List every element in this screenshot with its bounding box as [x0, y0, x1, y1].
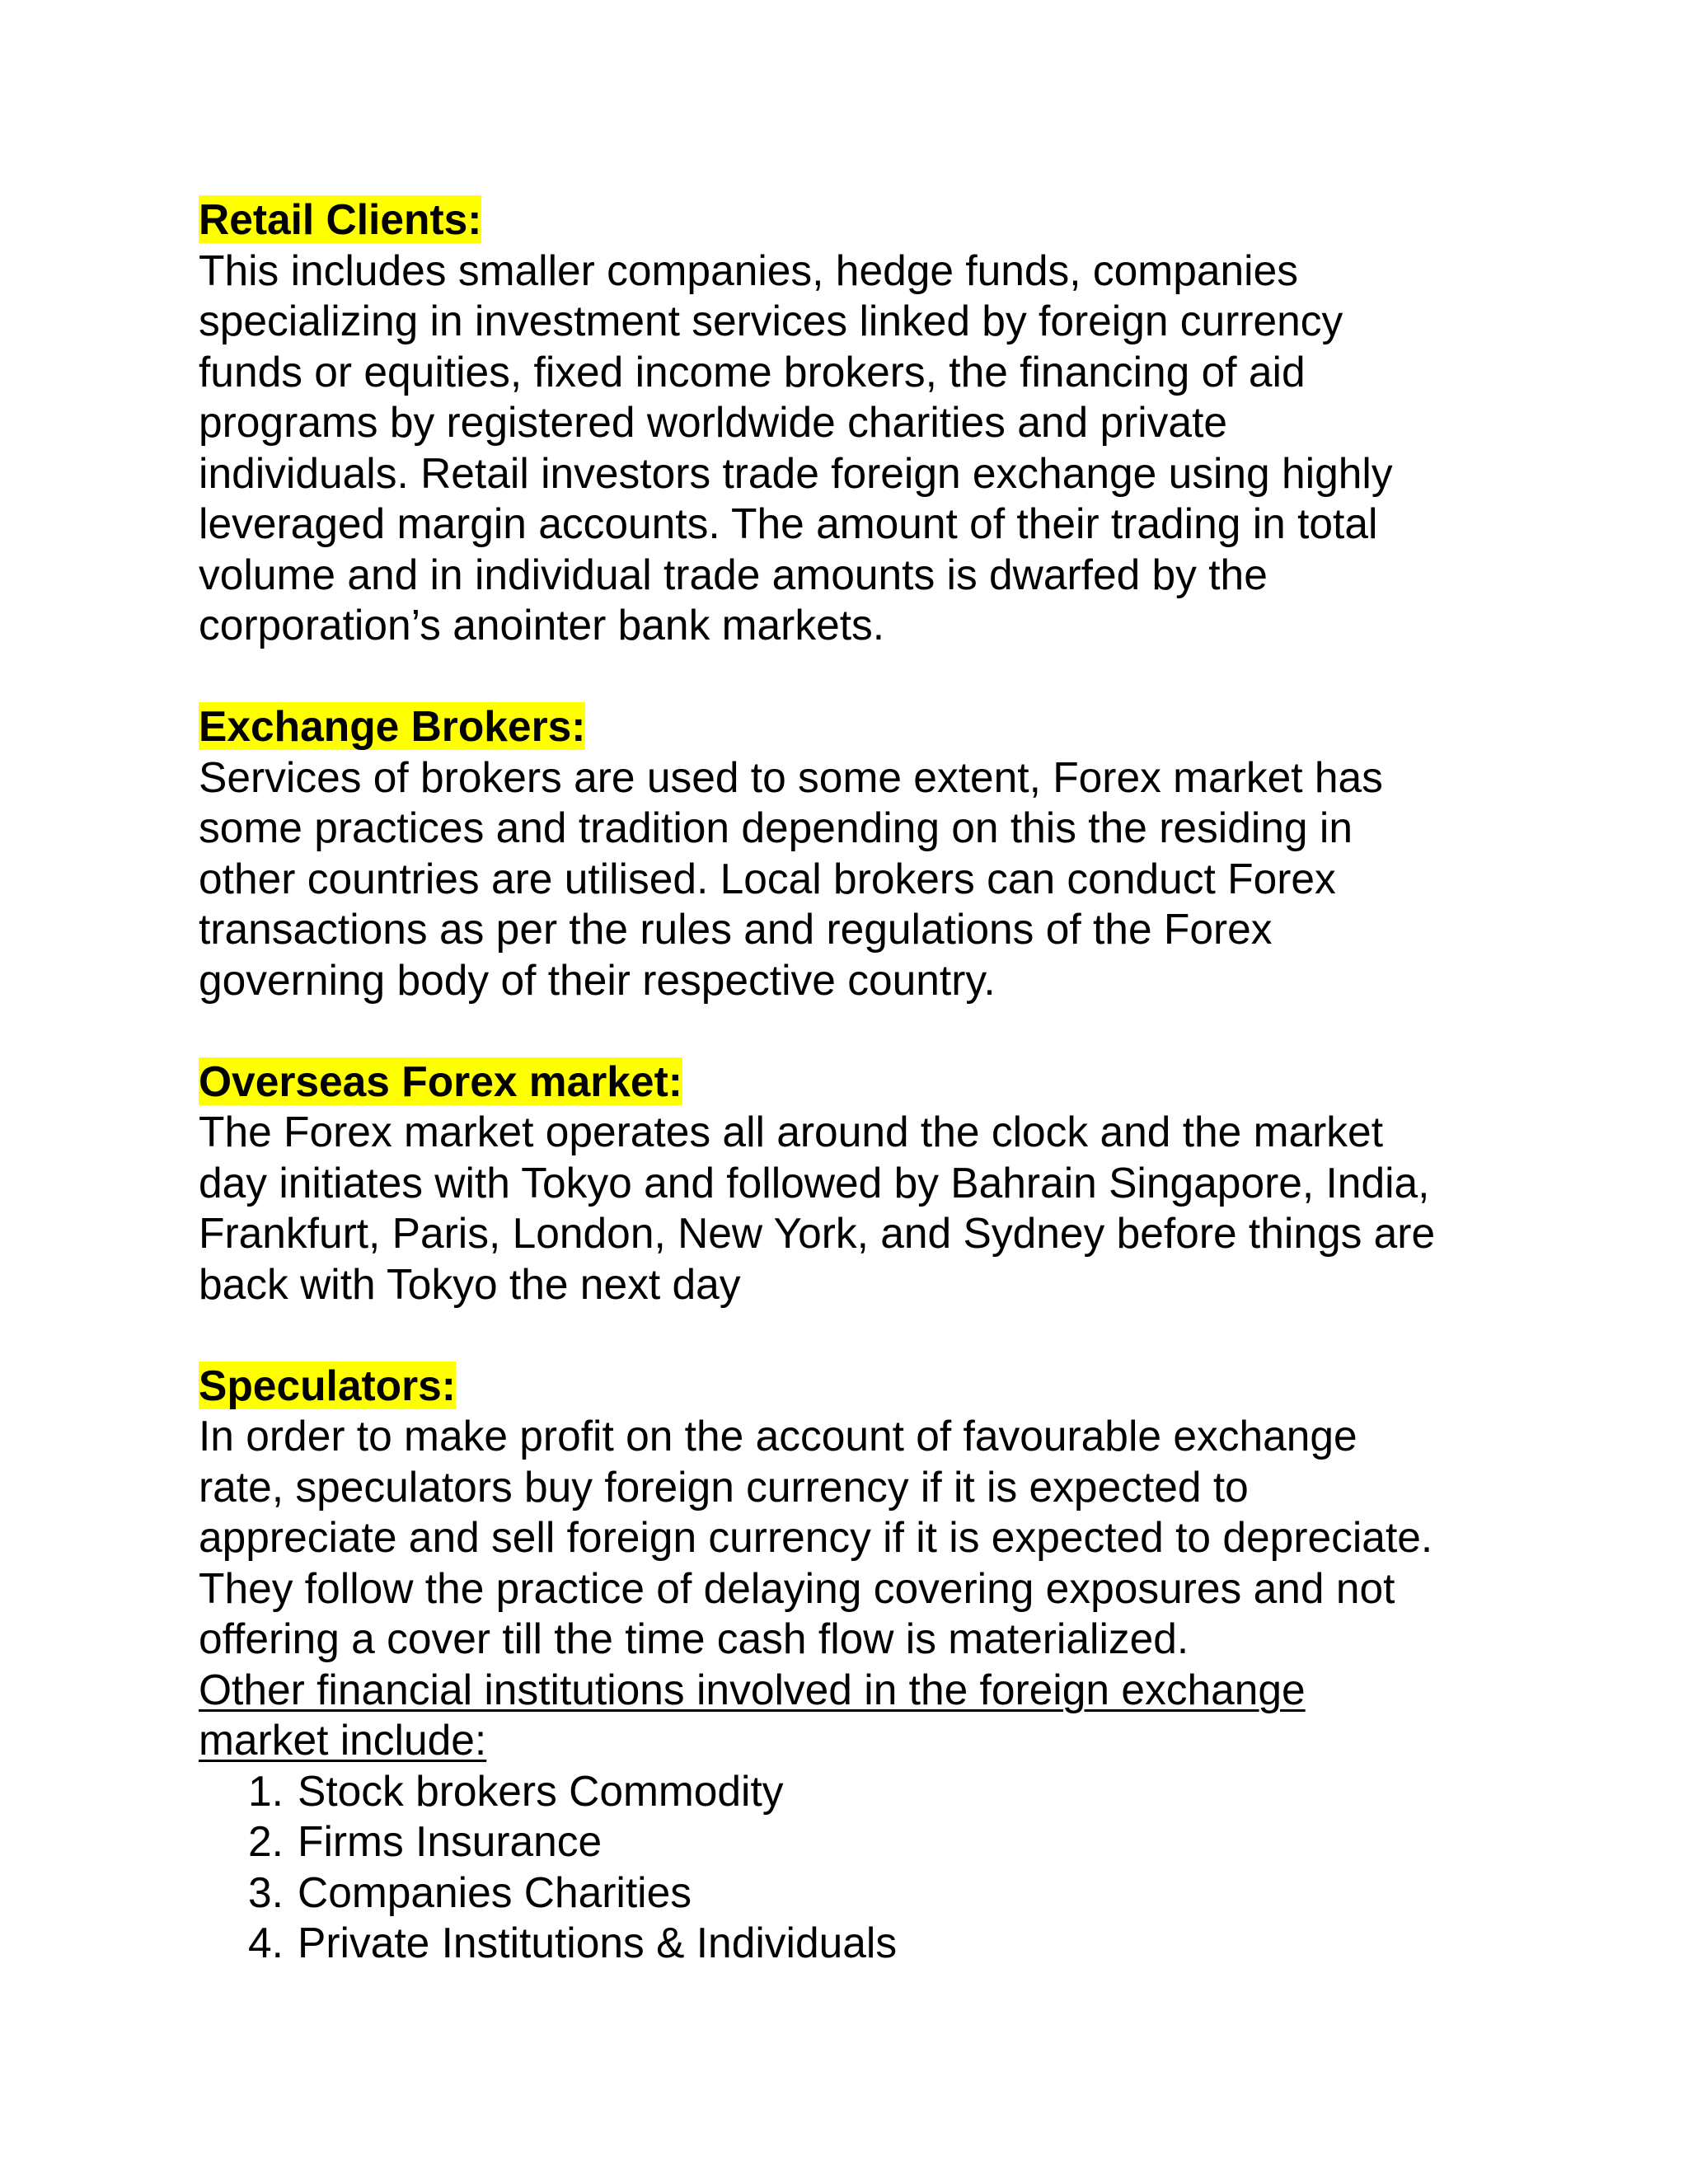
list-number: 1. [248, 1766, 284, 1815]
text-line: other countries are utilised. Local brokers can conduct Forex [199, 854, 1336, 902]
document-page [199, 194, 1517, 1969]
list-number: 3. [248, 1868, 284, 1916]
section-title: Retail Clients: [199, 195, 482, 243]
paragraph-gap [199, 1005, 1517, 1057]
text-line: Services of brokers are used to some extent, Forex market has [199, 752, 1383, 801]
section-body [199, 752, 1517, 1006]
text-line: rate, speculators buy foreign currency if it is expected to [199, 1462, 1249, 1511]
section-speculators [199, 1361, 1517, 1665]
paragraph-gap [199, 651, 1517, 702]
text-line: appreciate and sell foreign currency if it is expected to depreciate. [199, 1513, 1433, 1561]
text-line: day initiates with Tokyo and followed by Bahrain Singapore, India, [199, 1158, 1430, 1207]
text-line: volume and in individual trade amounts is dwarfed by the [199, 550, 1268, 598]
list-item-text: Firms Insurance [298, 1817, 603, 1865]
text-line: transactions as per the rules and regulations of the Forex [199, 905, 1273, 953]
section-other-institutions [199, 1665, 1517, 1969]
text-line: In order to make profit on the account of favourable exchange [199, 1412, 1357, 1460]
section-title: Overseas Forex market: [199, 1057, 682, 1105]
section-body [199, 246, 1517, 651]
list-number: 2. [248, 1817, 284, 1865]
list-item [199, 1868, 1517, 1919]
section-title: Exchange Brokers: [199, 702, 586, 750]
section-overseas-forex-market [199, 1057, 1517, 1310]
list-item-text: Private Institutions & Individuals [298, 1919, 898, 1966]
text-line: corporation’s anointer bank markets. [199, 601, 885, 649]
list-number: 4. [248, 1919, 284, 1966]
text-line: individuals. Retail investors trade foreign exchange using highly [199, 448, 1393, 497]
section-body [199, 1107, 1517, 1310]
list-item [199, 1816, 1517, 1868]
text-line: funds or equities, fixed income brokers, the financing of aid [199, 347, 1306, 396]
text-line: Frankfurt, Paris, London, New York, and Sydney before things are [199, 1209, 1436, 1257]
paragraph-gap [199, 1310, 1517, 1361]
list-item-text: Companies Charities [298, 1868, 692, 1916]
institutions-list [199, 1766, 1517, 1969]
other-institutions-heading: market include: [199, 1716, 487, 1764]
other-institutions-heading: Other financial institutions involved in the foreign exchange [199, 1665, 1306, 1713]
text-line: leveraged margin accounts. The amount of their trading in total [199, 499, 1378, 547]
list-item [199, 1766, 1517, 1817]
text-line: The Forex market operates all around the clock and the market [199, 1108, 1383, 1155]
section-exchange-brokers [199, 701, 1517, 1005]
text-line: programs by registered worldwide charities and private [199, 398, 1228, 446]
text-line: governing body of their respective country. [199, 955, 996, 1004]
list-item-text: Stock brokers Commodity [298, 1766, 784, 1815]
text-line: They follow the practice of delaying covering exposures and not [199, 1563, 1395, 1612]
text-line: some practices and tradition depending on this the residing in [199, 804, 1353, 851]
section-retail-clients [199, 194, 1517, 651]
text-line: offering a cover till the time cash flow is materialized. [199, 1615, 1189, 1662]
list-item [199, 1918, 1517, 1969]
section-title: Speculators: [199, 1361, 456, 1409]
text-line: This includes smaller companies, hedge funds, companies [199, 246, 1298, 294]
section-body [199, 1411, 1517, 1665]
text-line: back with Tokyo the next day [199, 1259, 741, 1308]
text-line: specializing in investment services linked by foreign currency [199, 297, 1343, 344]
